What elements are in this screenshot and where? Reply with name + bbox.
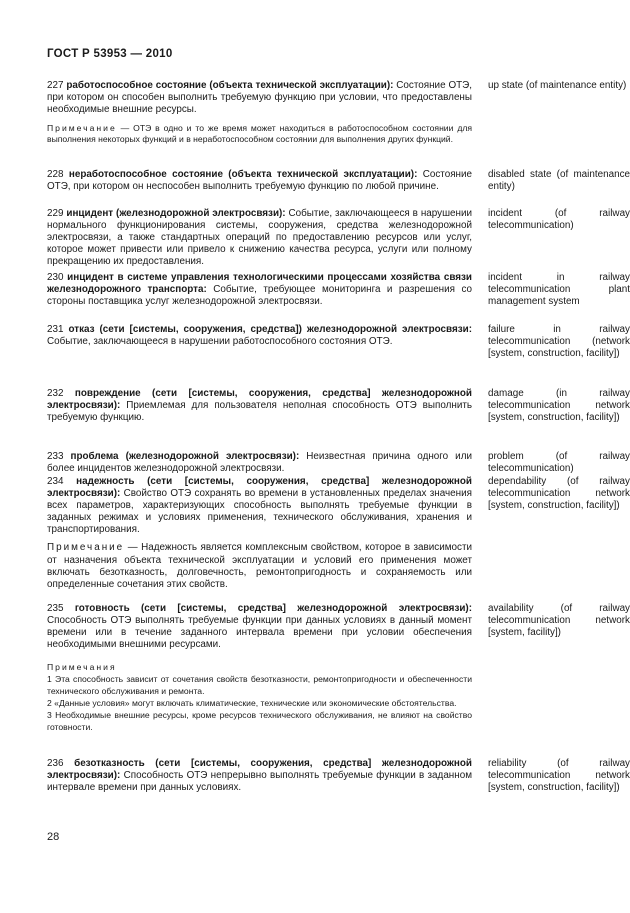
term-definition: Состояние ОТЭ, при котором он неспособен выполнить требуемую функцию по любой причине. <box>47 169 473 193</box>
note-item-1: 1 Эта способность зависит от сочетания свойств безотказности, ремонтопригодности и обеспеченности технического обслуживания и ремонта. <box>47 673 472 696</box>
note-text: — ОТЭ в одно и то же время может находиться в работоспособном состоянии для выполнения некоторых функций и в неработоспособном состоянии для выполнения других функций. <box>47 123 472 145</box>
term-title: проблема (железнодорожной электросвязи): <box>70 451 300 462</box>
english-equivalent: incident in railway telecommunication plant management system <box>488 272 630 308</box>
notes-label: Примечания <box>47 662 117 672</box>
english-equivalent: disabled state (of maintenance entity) <box>488 169 630 193</box>
english-equivalent: up state (of maintenance entity) <box>488 80 627 91</box>
english-equivalent: reliability (of railway telecommunication network [system, construction, facility]) <box>488 758 630 794</box>
notes-block-235 <box>47 662 472 733</box>
term-definition: Состояние ОТЭ, при котором он способен выполнить требуемую функцию при условии, что предоставлены необходимые внешние ресурсы. <box>47 80 472 116</box>
term-title: повреждение (сети [системы, сооружения, средства] железнодорожной электросвязи): <box>47 388 472 412</box>
term-definition: Событие, заключающееся в нарушении нормального функционирования системы, сооружения, средства железнодорожной электросвязи, а также стандартных операций по предоставлению ресурсов или услуг, которое может привести или привело к снижению качества ресурса, услуги или полному прекращению их предоставления. <box>47 208 472 268</box>
term-number: 230 <box>47 272 64 283</box>
term-definition: Неизвестная причина одного или более инцидентов железнодорожной электросвязи. <box>47 451 472 475</box>
note-label: Примечание <box>47 123 117 134</box>
term-title: готовность (сети [системы, средства] железнодорожной электросвязи): <box>74 603 472 614</box>
term-definition: Событие, требующее мониторинга и разрешения со стороны поставщика услуг железнодорожной электросвязи. <box>47 284 472 308</box>
term-number: 228 <box>47 169 64 180</box>
term-definition: Событие, заключающееся в нарушении работоспособного состояния ОТЭ. <box>47 336 393 348</box>
term-title: надежность (сети [системы, сооружения, средства] железнодорожной электросвязи): <box>47 476 472 500</box>
term-number: 233 <box>47 451 64 462</box>
english-equivalent: problem (of railway telecommunication) <box>488 451 630 475</box>
term-title: работоспособное состояние (объекта технической эксплуатации): <box>66 80 394 91</box>
english-equivalent: availability (of railway telecommunication network [system, facility]) <box>488 603 630 639</box>
term-number: 234 <box>47 476 64 487</box>
term-number: 236 <box>47 758 64 769</box>
term-title: неработоспособное состояние (объекта технической эксплуатации): <box>68 169 418 180</box>
english-equivalent: damage (in railway telecommunication network [system, construction, facility]) <box>488 388 630 424</box>
term-title: инцидент в системе управления технологическими процессами хозяйства связи железнодорожного транспорта: <box>47 272 472 296</box>
term-number: 232 <box>47 388 64 399</box>
term-definition: Способность ОТЭ выполнять требуемые функции при данных условиях в данный момент времени или в течение заданного интервала времени при условии обеспечения необходимыми внешними ресурсами. <box>47 615 472 651</box>
term-number: 235 <box>47 603 64 614</box>
document-header: ГОСТ Р 53953 — 2010 <box>47 48 173 60</box>
term-number: 229 <box>47 208 64 219</box>
term-number: 227 <box>47 80 64 91</box>
note-label: Примечание <box>47 542 125 554</box>
note-item-2: 2 «Данные условия» могут включать климатические, технические или экономические обстоятельства. <box>47 697 457 708</box>
english-equivalent: dependability (of railway telecommunication network [system, construction, facility]) <box>488 476 630 512</box>
page-number: 28 <box>47 831 60 843</box>
term-title: отказ (сети [системы, сооружения, средства]) железнодорожной электросвязи: <box>68 324 472 335</box>
english-equivalent: failure in railway telecommunication (network [system, construction, facility]) <box>488 324 630 360</box>
term-definition: Способность ОТЭ непрерывно выполнять требуемые функции в заданном интервале времени при данных условиях. <box>47 770 472 794</box>
term-title: безотказность (сети [системы, сооружения, средства] железнодорожной электросвязи): <box>47 758 472 782</box>
term-number: 231 <box>47 324 64 335</box>
english-equivalent: incident (of railway telecommunication) <box>488 208 630 232</box>
note-text: — Надежность является комплексным свойством, которое в зависимости от назначения объекта технической эксплуатации и условий его применения может включать безотказность, долговечность, ремонтопригодность и сохраняемость или определенные сочетания этих свойств. <box>47 542 473 590</box>
term-definition: Приемлемая для пользователя неполная способность ОТЭ выполнить требуемую функцию. <box>47 400 472 424</box>
note-item-3: 3 Необходимые внешние ресурсы, кроме ресурсов технического обслуживания, не влияют на свойство готовности. <box>47 709 472 732</box>
term-title: инцидент (железнодорожной электросвязи): <box>66 208 286 219</box>
term-definition: Свойство ОТЭ сохранять во времени в установленных пределах значения всех параметров, характеризующих способность выполнять требуемые функции в заданных режимах и условиях применения, технического обслуживания, хранения и транспортирования. <box>47 488 472 536</box>
